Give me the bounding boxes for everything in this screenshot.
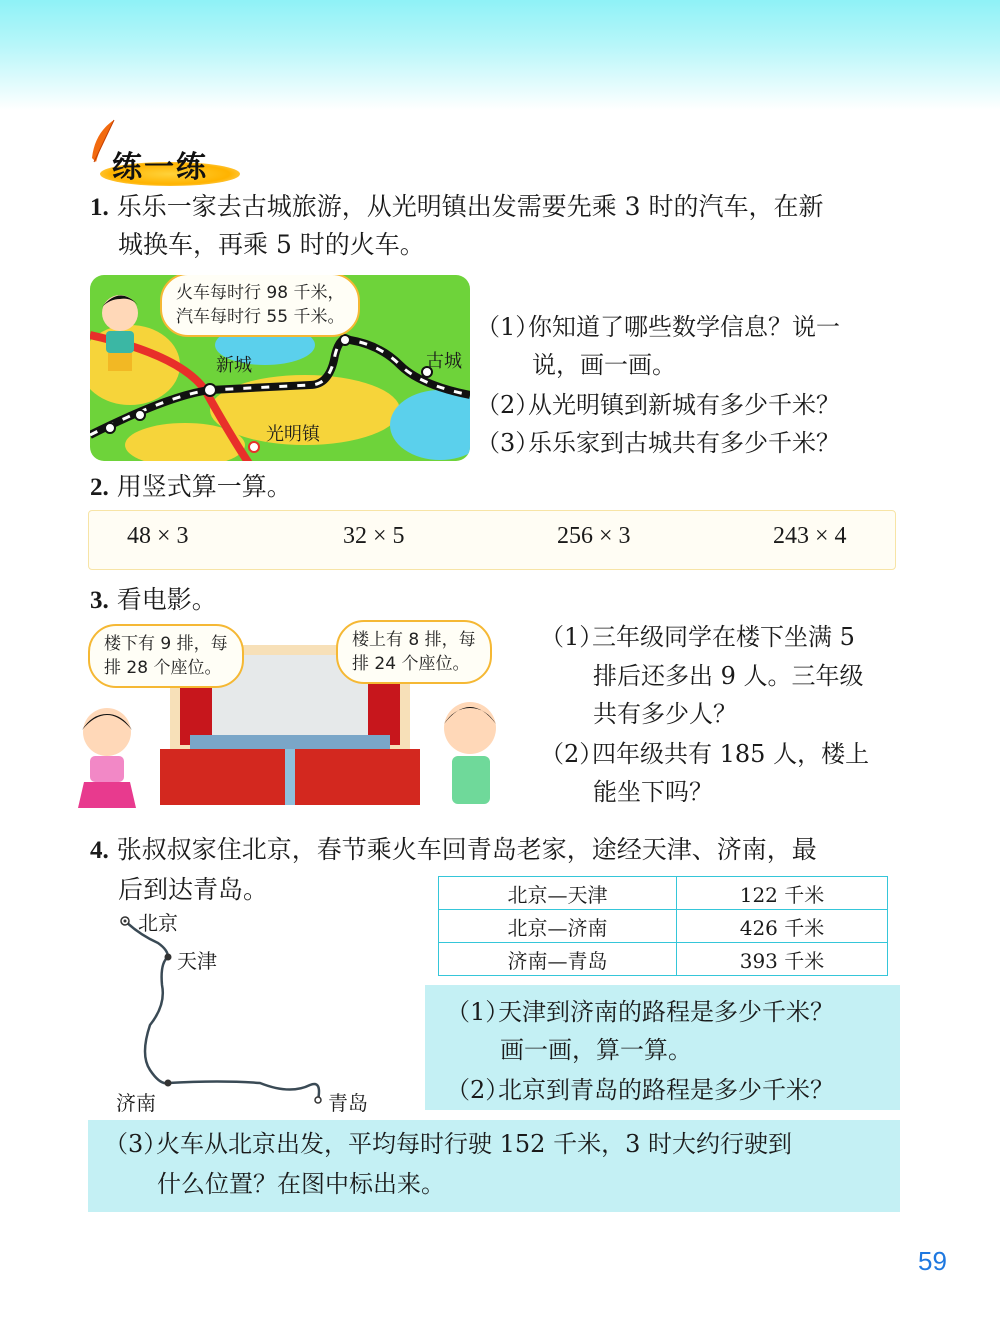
problem4-line1: 张叔叔家住北京，春节乘火车回青岛老家，途经天津、济南，最: [116, 835, 817, 864]
calculation-strip: [88, 510, 896, 570]
problem4-question-1-line2: 画一画，算一算。: [500, 1036, 692, 1064]
bubble-left-line1: 楼下有 9 排，每: [104, 634, 228, 654]
question-label: （3）: [104, 1130, 168, 1158]
map-label-qingdao: 青岛: [328, 1091, 368, 1115]
question-label: （2）: [540, 740, 604, 768]
problem3-question-1-line2: 排后还多出 9 人。三年级: [593, 662, 864, 690]
table-row: [439, 877, 888, 910]
distance-cell: 122 千米: [677, 877, 888, 910]
question-text: 乐乐家到古城共有多少千米？: [528, 429, 840, 457]
problem4-number: 4.: [90, 837, 109, 864]
expression-4: 243 × 4: [773, 523, 847, 549]
question-text: 火车从北京出发，平均每时行驶 152 千米，3 时大约行驶到: [156, 1130, 792, 1158]
problem3-question-1: [540, 620, 855, 654]
map-label-xincheng: 新城: [216, 355, 252, 376]
question-label: （3）: [476, 429, 540, 457]
table-row: [439, 943, 888, 976]
bubble-line1: 火车每时行 98 千米，: [176, 283, 345, 303]
map-label-gucheng: 古城: [426, 351, 462, 372]
problem1-line1: 乐乐一家去古城旅游，从光明镇出发需要先乘 3 时的汽车，在新: [116, 192, 824, 221]
problem4-line2: 后到达青岛。: [118, 875, 269, 904]
problem3-question-1-line3: 共有多少人？: [593, 700, 737, 728]
map-label-jinan: 济南: [116, 1091, 156, 1115]
route-cell: 北京—济南: [439, 910, 677, 943]
problem1-question-1-line2: 说，画一画。: [532, 351, 676, 379]
question-label: （2）: [446, 1076, 510, 1104]
expression-1: 48 × 3: [127, 523, 189, 549]
question-text: 北京到青岛的路程是多少千米？: [498, 1076, 834, 1104]
problem1-map: [90, 275, 470, 461]
problem3-question-2: [540, 737, 869, 771]
problem3-question-2-line2: 能坐下吗？: [593, 778, 713, 806]
problem2-instruction: 用竖式算一算。: [116, 472, 292, 501]
question-label: （1）: [476, 313, 540, 341]
question-text: 天津到济南的路程是多少千米？: [498, 998, 834, 1026]
problem1-question-3: [476, 426, 840, 460]
bubble-line2: 汽车每时行 55 千米。: [176, 307, 345, 327]
route-cell: 北京—天津: [439, 877, 677, 910]
problem4-question-2: [446, 1073, 834, 1107]
problem3-speech-bubble-left: [88, 624, 244, 688]
question-text: 从光明镇到新城有多少千米？: [528, 391, 840, 419]
map-label-guangmingzhen: 光明镇: [266, 424, 320, 445]
boy-illustration: [430, 690, 510, 810]
problem1-speech-bubble: [160, 275, 360, 337]
header-gradient-band: [0, 0, 1000, 110]
question-text: 你知道了哪些数学信息？说一: [528, 313, 840, 341]
problem4-question-1: [446, 995, 834, 1029]
distance-cell: 393 千米: [677, 943, 888, 976]
bubble-right-line1: 楼上有 8 排，每: [352, 630, 476, 650]
problem4-question-3-line2: 什么位置？在图中标出来。: [157, 1170, 445, 1198]
problem1-text: [90, 190, 824, 225]
expression-3: 256 × 3: [557, 523, 631, 549]
problem1-question-1: [476, 310, 840, 344]
question-text: 四年级共有 185 人，楼上: [592, 740, 870, 768]
question-label: （2）: [476, 391, 540, 419]
section-title-text: 练一练: [112, 150, 208, 185]
problem4-question-3: [104, 1127, 792, 1161]
problem3-speech-bubble-right: [336, 620, 492, 684]
route-cell: 济南—青岛: [439, 943, 677, 976]
page-number: 59: [918, 1246, 947, 1276]
problem4-text: [90, 833, 817, 868]
problem3-number: 3.: [90, 587, 109, 614]
bubble-left-line2: 排 28 个座位。: [104, 658, 222, 678]
problem1-question-2: [476, 388, 840, 422]
expression-2: 32 × 5: [343, 523, 405, 549]
question-label: （1）: [540, 623, 604, 651]
question-text: 三年级同学在楼下坐满 5: [592, 623, 855, 651]
problem1-number: 1.: [90, 194, 109, 221]
problem2-number: 2.: [90, 474, 109, 501]
problem1-line2: 城换车，再乘 5 时的火车。: [118, 230, 425, 259]
girl-illustration: [72, 700, 142, 812]
section-title: [100, 140, 240, 184]
problem2-text: [90, 470, 292, 505]
problem3-title: 看电影。: [116, 585, 217, 614]
problem3-text: [90, 583, 217, 618]
map-label-tianjin: 天津: [177, 949, 217, 973]
distance-table: [438, 876, 888, 976]
map-label-beijing: 北京: [138, 911, 178, 935]
question-label: （1）: [446, 998, 510, 1026]
distance-cell: 426 千米: [677, 910, 888, 943]
bubble-right-line2: 排 24 个座位。: [352, 654, 470, 674]
table-row: [439, 910, 888, 943]
